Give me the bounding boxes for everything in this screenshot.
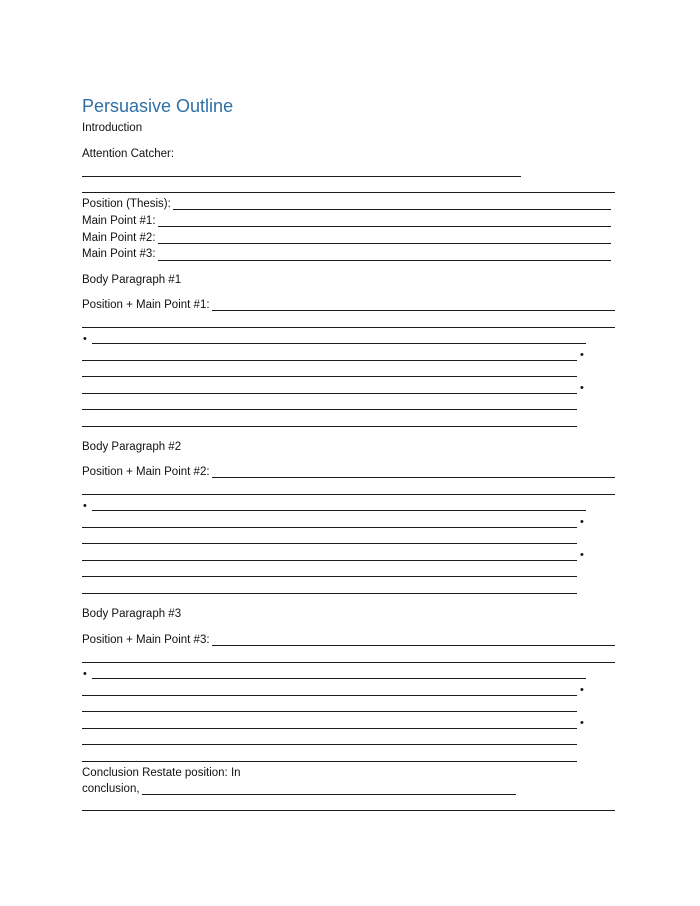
- main-point-3-line[interactable]: [82, 260, 611, 261]
- body-2-line-6[interactable]: [82, 576, 577, 577]
- conclusion-line-2[interactable]: [82, 810, 615, 811]
- main-point-2-label: Main Point #2:: [82, 232, 156, 244]
- body-2-line-2[interactable]: [82, 494, 615, 495]
- body-paragraph-3-heading: Body Paragraph #3: [82, 608, 182, 620]
- body-3-line-3[interactable]: [82, 695, 577, 696]
- main-point-3-label: Main Point #3:: [82, 248, 156, 260]
- attention-catcher-line-2[interactable]: [82, 192, 615, 193]
- body-3-bullet-1: •: [83, 668, 87, 680]
- body-2-bullet-3: •: [580, 549, 584, 561]
- main-point-1-label: Main Point #1:: [82, 215, 156, 227]
- body-2-line-7[interactable]: [82, 593, 577, 594]
- body-1-line-4[interactable]: [82, 376, 577, 377]
- body-1-line-5[interactable]: [82, 393, 577, 394]
- conclusion-label: Conclusion Restate position: In: [82, 767, 241, 779]
- body-paragraph-2-heading: Body Paragraph #2: [82, 441, 182, 453]
- body-1-position-label: Position + Main Point #1:: [82, 299, 210, 311]
- attention-catcher-label: Attention Catcher:: [82, 148, 175, 160]
- body-3-position-label: Position + Main Point #3:: [82, 634, 210, 646]
- body-1-bullet-1: •: [83, 333, 87, 345]
- body-3-bullet-line-1[interactable]: [92, 678, 586, 679]
- body-3-bullet-2: •: [580, 684, 584, 696]
- body-1-bullet-2: •: [580, 349, 584, 361]
- body-3-line-4[interactable]: [82, 711, 577, 712]
- conclusion-label-2: conclusion,: [82, 783, 140, 795]
- body-3-line-2[interactable]: [82, 662, 615, 663]
- body-1-line-7[interactable]: [82, 426, 577, 427]
- body-3-bullet-3: •: [580, 717, 584, 729]
- body-1-line-2[interactable]: [82, 327, 615, 328]
- conclusion-line-1[interactable]: [82, 794, 516, 795]
- body-2-bullet-2: •: [580, 516, 584, 528]
- body-2-bullet-1: •: [83, 500, 87, 512]
- body-2-line-4[interactable]: [82, 543, 577, 544]
- thesis-label: Position (Thesis):: [82, 198, 171, 210]
- body-1-bullet-3: •: [580, 382, 584, 394]
- body-3-line-7[interactable]: [82, 761, 577, 762]
- body-2-position-label: Position + Main Point #2:: [82, 466, 210, 478]
- introduction-heading: Introduction: [82, 122, 143, 134]
- body-3-line-6[interactable]: [82, 744, 577, 745]
- body-2-line-5[interactable]: [82, 560, 577, 561]
- body-1-line-6[interactable]: [82, 409, 577, 410]
- main-point-1-line[interactable]: [82, 226, 611, 227]
- page-title: Persuasive Outline: [82, 96, 234, 116]
- body-3-line-5[interactable]: [82, 728, 577, 729]
- body-paragraph-1-heading: Body Paragraph #1: [82, 274, 182, 286]
- body-1-bullet-line-1[interactable]: [92, 343, 586, 344]
- main-point-2-line[interactable]: [82, 243, 611, 244]
- attention-catcher-line[interactable]: [82, 176, 521, 177]
- body-2-line-3[interactable]: [82, 527, 577, 528]
- body-1-line-3[interactable]: [82, 360, 577, 361]
- body-2-bullet-line-1[interactable]: [92, 510, 586, 511]
